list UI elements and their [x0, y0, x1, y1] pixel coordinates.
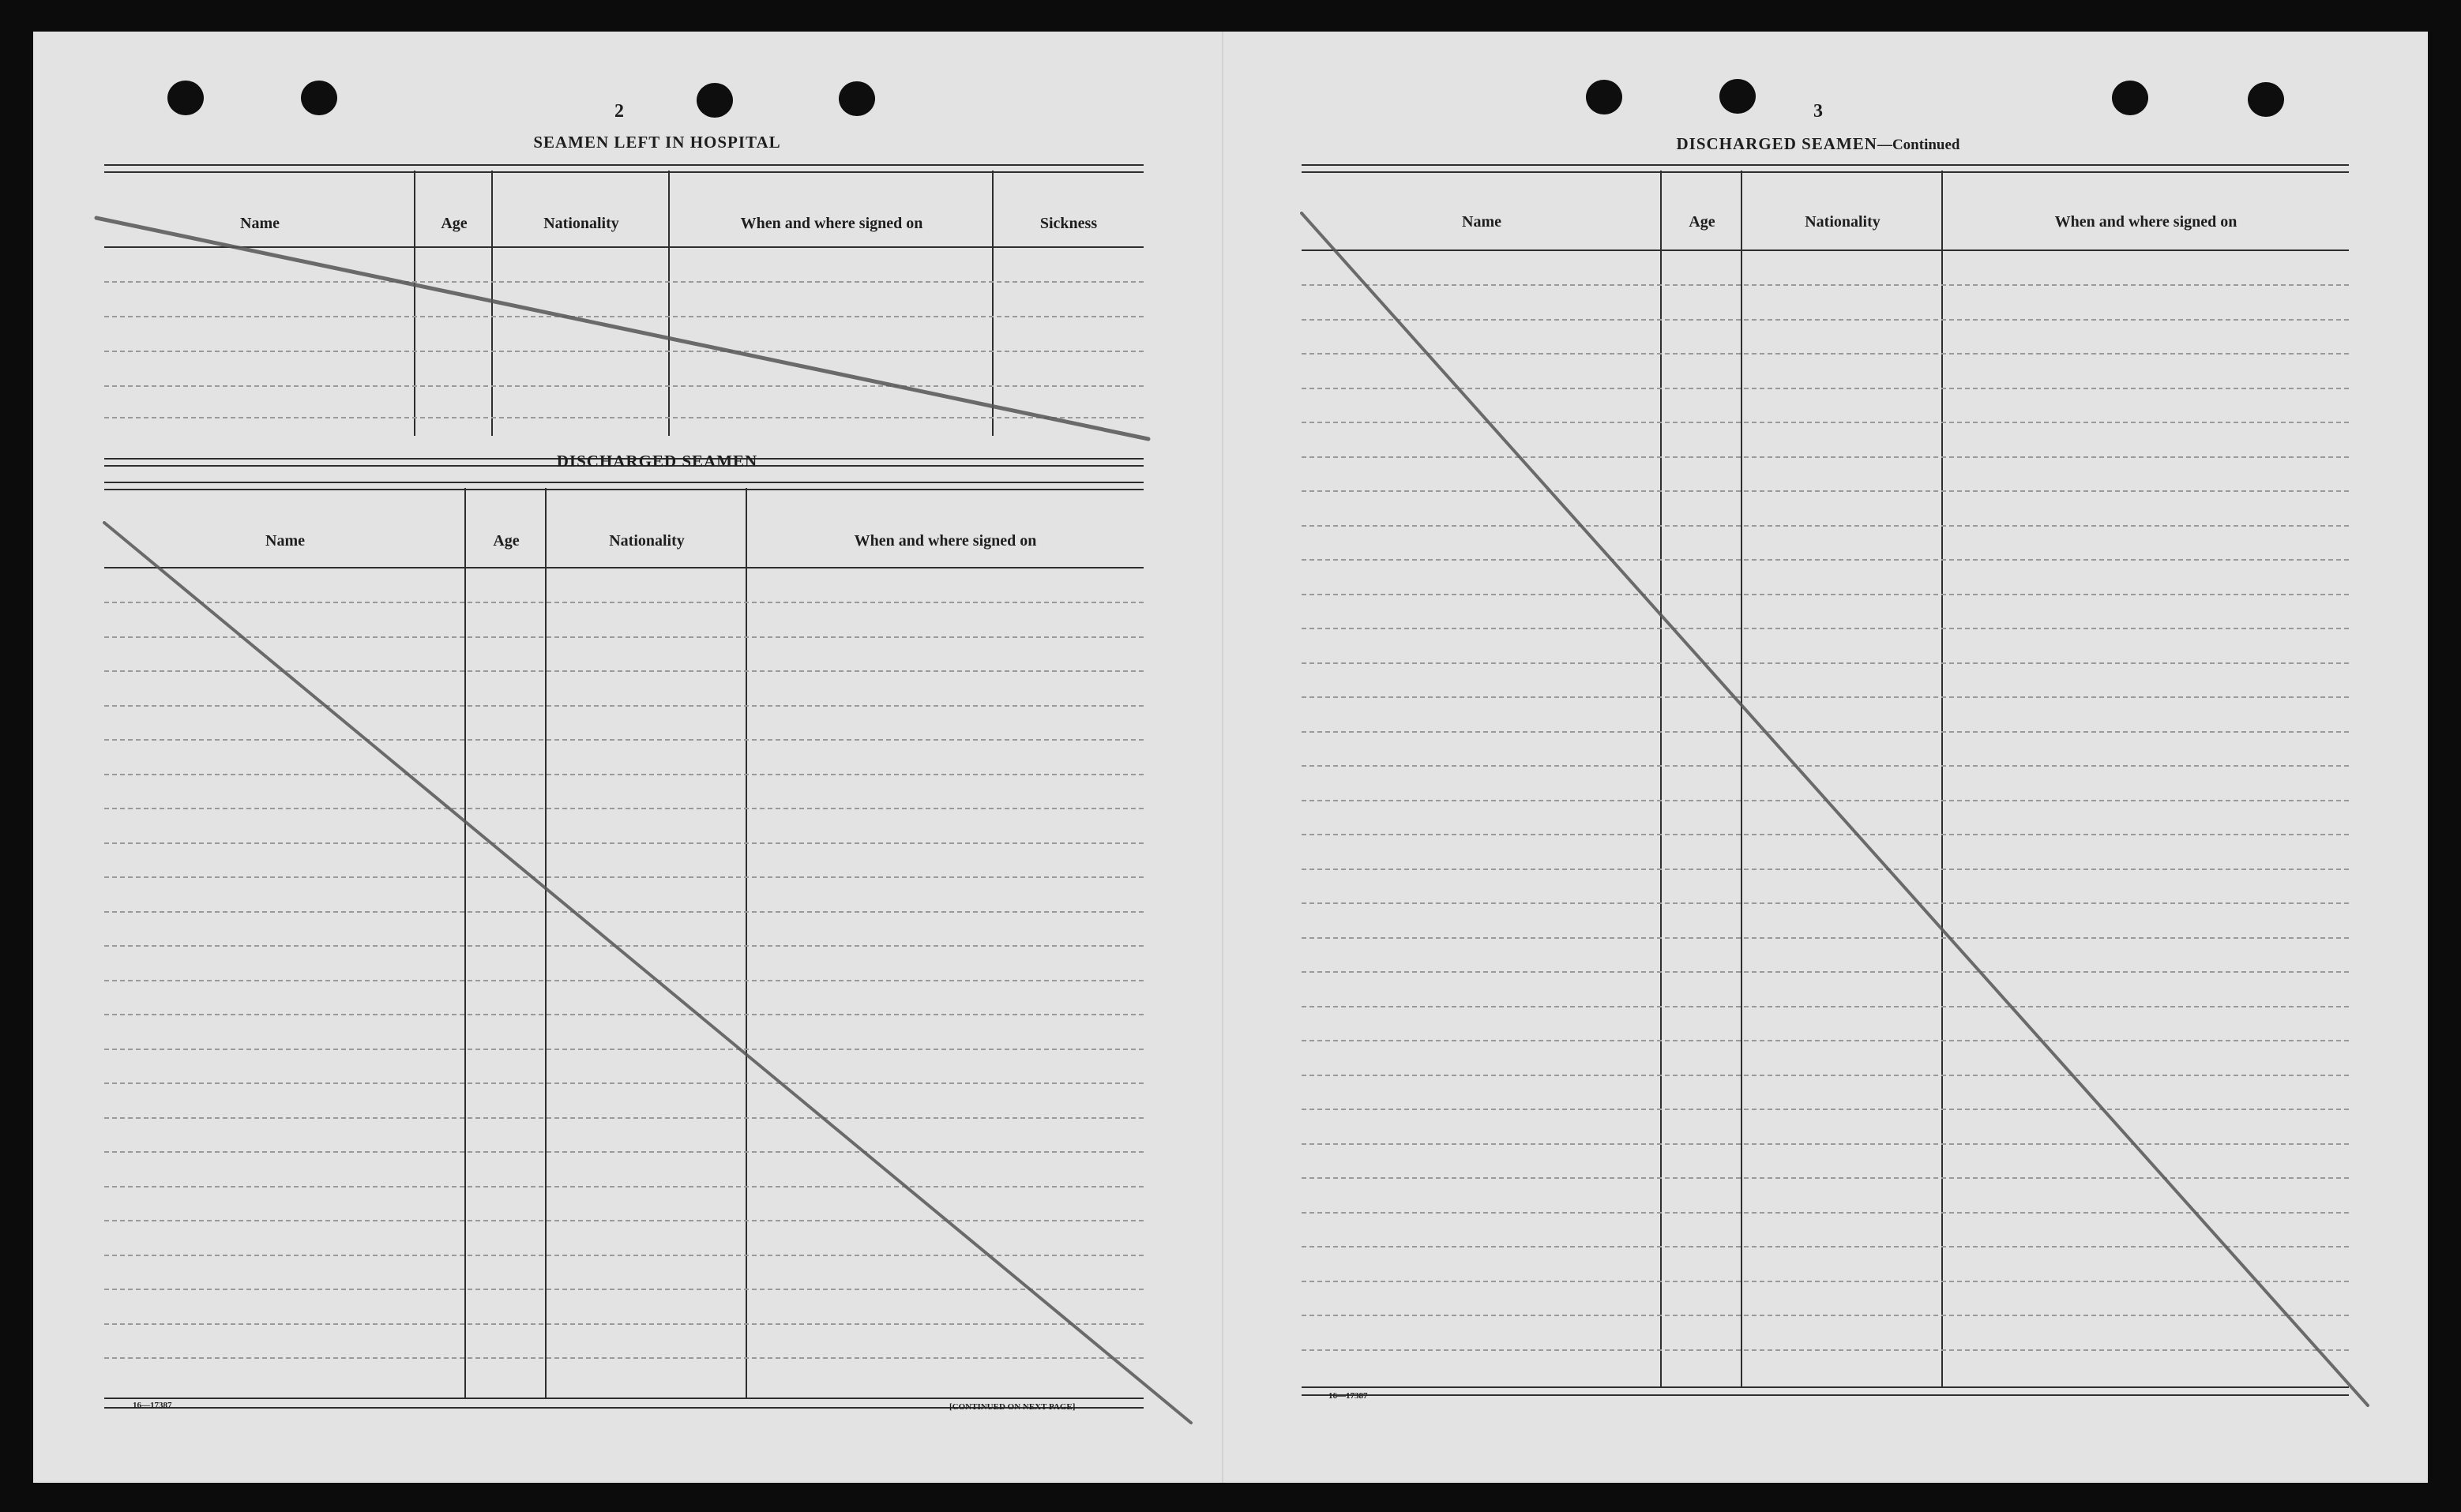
discharged-table-title: DISCHARGED SEAMEN	[556, 452, 758, 471]
continued-col-name: Name	[1462, 213, 1501, 231]
continued-note: [CONTINUED ON NEXT PAGE]	[949, 1402, 1076, 1412]
discharged-col-age: Age	[493, 532, 520, 550]
hospital-col-nationality: Nationality	[543, 215, 619, 232]
form-number-right: 16—17387	[1328, 1391, 1368, 1401]
discharged-col-name: Name	[265, 532, 305, 550]
strike-line-hospital	[96, 218, 1148, 439]
continued-title-main: DISCHARGED SEAMEN	[1676, 134, 1877, 153]
continued-title-suffix: —Continued	[1877, 137, 1960, 153]
hospital-col-sickness: Sickness	[1039, 215, 1098, 232]
strike-line-discharged	[104, 523, 1191, 1423]
hospital-col-age: Age	[441, 215, 468, 232]
form-number-left: 16—17387	[133, 1401, 172, 1410]
page-number-right: 3	[1813, 101, 1823, 122]
document-sheet	[33, 32, 2428, 1483]
discharged-col-nationality: Nationality	[609, 532, 685, 550]
discharged-col-signed-on: When and where signed on	[854, 532, 1037, 550]
page-number-left: 2	[614, 101, 624, 122]
hospital-col-name: Name	[240, 215, 280, 232]
strike-through-marks	[33, 32, 2428, 1483]
hospital-table-title: SEAMEN LEFT IN HOSPITAL	[533, 133, 781, 152]
strike-line-continued	[1302, 213, 2368, 1405]
continued-col-age: Age	[1689, 213, 1715, 231]
continued-col-signed-on: When and where signed on	[2054, 213, 2237, 231]
continued-col-nationality: Nationality	[1805, 213, 1881, 231]
hospital-col-signed-on: When and where signed on	[740, 215, 923, 232]
